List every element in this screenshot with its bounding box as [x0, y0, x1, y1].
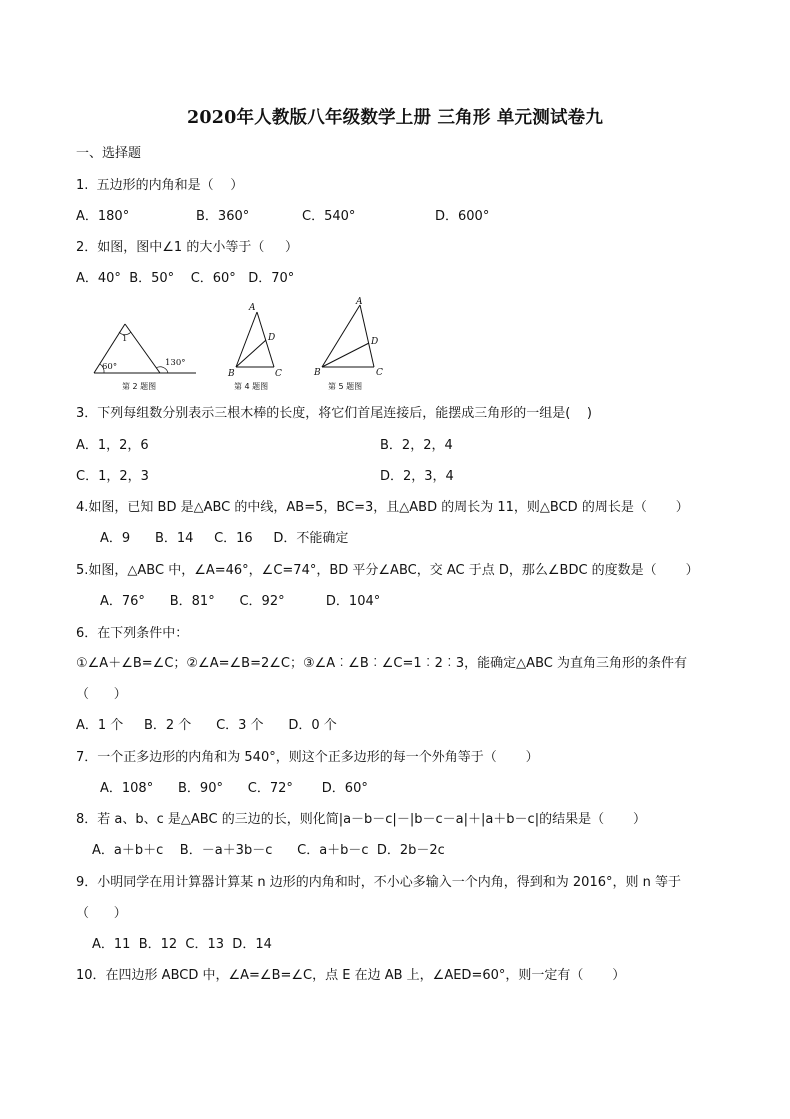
fig2-angle-60-label: 60°	[102, 362, 118, 372]
fig4-label-c: C	[275, 369, 282, 379]
question-1: 1. 五边形的内角和是（ ）	[76, 178, 244, 193]
question-5: 5.如图，△ABC 中，∠A=46°，∠C=74°，BD 平分∠ABC，交 AC 于点 D，那么∠BDC 的度数是（ ）	[76, 563, 699, 578]
q4-options: A．9 B．14 C．16 D．不能确定	[100, 531, 349, 546]
q9-answer-blank: （ ）	[76, 906, 127, 921]
q1-option-d: D．600°	[435, 209, 490, 224]
q3-option-c: C．1，2，3	[76, 469, 149, 484]
question-3: 3．下列每组数分别表示三根木棒的长度，将它们首尾连接后，能摆成三角形的一组是( )	[76, 406, 592, 421]
figure-q2-triangle	[88, 318, 200, 396]
section-heading: 一、选择题	[76, 146, 142, 161]
question-9: 9．小明同学在用计算器计算某 n 边形的内角和时，不小心多输入一个内角，得到和为 2016°，则 n 等于	[76, 875, 681, 890]
question-8: 8．若 a、b、c 是△ABC 的三边的长，则化简|a－b－c|－|b－c－a|＋|a＋b－c|的结果是（ ）	[76, 812, 646, 827]
fig2-caption: 第 2 题图	[122, 382, 157, 391]
fig2-angle-130-label: 130°	[165, 358, 186, 368]
fig4-label-a: A	[249, 303, 256, 313]
fig5-label-b: B	[314, 368, 321, 378]
q3-option-d: D．2，3，4	[380, 469, 454, 484]
question-10: 10．在四边形 ABCD 中，∠A=∠B=∠C，点 E 在边 AB 上，∠AED=60°，则一定有（ ）	[76, 968, 626, 983]
q3-option-a: A．1，2，6	[76, 438, 149, 453]
fig4-caption: 第 4 题图	[234, 382, 269, 391]
question-7: 7．一个正多边形的内角和为 540°，则这个正多边形的每一个外角等于（ ）	[76, 750, 539, 765]
figure-q4-triangle	[222, 300, 290, 396]
q1-option-c: C．540°	[302, 209, 356, 224]
q1-option-b: B．360°	[196, 209, 250, 224]
q8-options: A．a＋b＋c B．－a＋3b－c C．a＋b－c D．2b－2c	[92, 843, 445, 858]
q5-options: A．76° B．81° C．92° D．104°	[100, 594, 381, 609]
fig5-label-a: A	[356, 297, 363, 307]
q9-options: A．11 B．12 C．13 D．14	[92, 937, 272, 952]
q6-options: A．1 个 B．2 个 C．3 个 D．0 个	[76, 718, 337, 733]
figure-q5-triangle	[312, 296, 392, 396]
page-title: 2020年人教版八年级数学上册 三角形 单元测试卷九	[186, 108, 604, 128]
q7-options: A．108° B．90° C．72° D．60°	[100, 781, 368, 796]
question-2: 2．如图，图中∠1 的大小等于（ ）	[76, 240, 298, 255]
question-4: 4.如图，已知 BD 是△ABC 的中线，AB=5，BC=3，且△ABD 的周长为 11，则△BCD 的周长是（ ）	[76, 500, 689, 515]
q6-conditions: ①∠A＋∠B=∠C；②∠A=∠B=2∠C；③∠A︰∠B︰∠C=1︰2︰3，能确定△ABC 为直角三角形的条件有	[76, 656, 687, 671]
question-6: 6．在下列条件中：	[76, 626, 189, 641]
fig2-angle-1-label: 1	[122, 334, 128, 344]
q1-option-a: A．180°	[76, 209, 130, 224]
fig5-caption: 第 5 题图	[328, 382, 363, 391]
fig5-label-d: D	[371, 337, 379, 347]
q3-option-b: B．2，2，4	[380, 438, 453, 453]
fig4-label-b: B	[228, 369, 235, 379]
fig4-label-d: D	[268, 333, 276, 343]
fig5-label-c: C	[376, 368, 383, 378]
q2-options: A．40° B．50° C．60° D．70°	[76, 271, 295, 286]
q6-answer-blank: （ ）	[76, 687, 127, 702]
